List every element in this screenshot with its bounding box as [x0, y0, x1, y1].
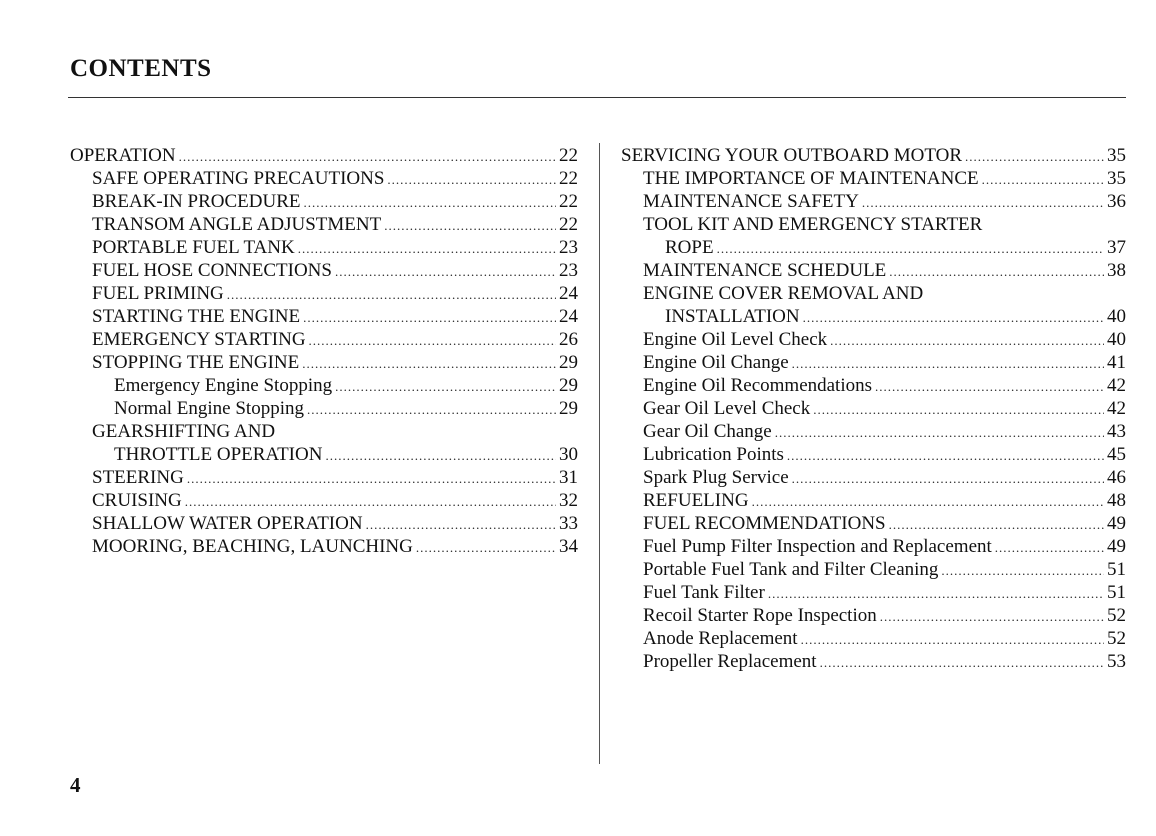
- toc-entry-label: THE IMPORTANCE OF MAINTENANCE: [643, 168, 979, 189]
- toc-entry-label: PORTABLE FUEL TANK: [92, 237, 295, 258]
- toc-entry-label: BREAK-IN PROCEDURE: [92, 191, 301, 212]
- toc-entry-page: 36: [1107, 191, 1126, 212]
- toc-entry-label: Engine Oil Level Check: [643, 329, 828, 350]
- toc-entry-page: 45: [1107, 444, 1126, 465]
- toc-entry-page: 51: [1107, 559, 1126, 580]
- toc-entry-page: 32: [559, 490, 578, 511]
- toc-entry-page: 49: [1107, 536, 1126, 557]
- toc-entry: [621, 650, 1126, 673]
- toc-entry: [621, 535, 1126, 558]
- toc-entry: [70, 213, 578, 236]
- toc-entry: [70, 282, 578, 305]
- toc-entry-page: 23: [559, 237, 578, 258]
- toc-entry-label: Normal Engine Stopping: [114, 398, 304, 419]
- toc-entry: [621, 489, 1126, 512]
- toc-entry: [70, 351, 578, 374]
- toc-entry-page: 52: [1107, 628, 1126, 649]
- column-divider: [599, 143, 600, 764]
- toc-entry: [621, 190, 1126, 213]
- toc-leader-dots: [875, 375, 1104, 397]
- toc-entry-label: GEARSHIFTING AND: [92, 421, 276, 442]
- toc-entry: [621, 512, 1126, 535]
- toc-entry-page: 24: [559, 306, 578, 327]
- toc-leader-dots: [820, 651, 1104, 673]
- toc-entry-label: INSTALLATION: [665, 306, 800, 327]
- toc-leader-dots: [298, 237, 556, 259]
- toc-entry-label: FUEL RECOMMENDATIONS: [643, 513, 886, 534]
- toc-leader-dots: [303, 191, 556, 213]
- toc-entry-page: 51: [1107, 582, 1126, 603]
- toc-leader-dots: [803, 306, 1104, 328]
- page-title: CONTENTS: [70, 55, 212, 82]
- toc-entry-label: SHALLOW WATER OPERATION: [92, 513, 363, 534]
- toc-entry: [621, 305, 1126, 328]
- toc-entry: [70, 236, 578, 259]
- toc-leader-dots: [889, 260, 1104, 282]
- toc-entry-label: MOORING, BEACHING, LAUNCHING: [92, 536, 413, 557]
- toc-entry-label: Engine Oil Change: [643, 352, 789, 373]
- toc-entry-page: 43: [1107, 421, 1126, 442]
- toc-entry: [70, 167, 578, 190]
- toc-entry-label: FUEL HOSE CONNECTIONS: [92, 260, 332, 281]
- toc-entry: [70, 420, 578, 443]
- toc-entry-label: THROTTLE OPERATION: [114, 444, 323, 465]
- toc-entry: [621, 558, 1126, 581]
- toc-leader-dots: [792, 352, 1104, 374]
- toc-leader-dots: [335, 260, 556, 282]
- toc-leader-dots: [335, 375, 556, 397]
- toc-entry-page: 22: [559, 145, 578, 166]
- toc-leader-dots: [862, 191, 1104, 213]
- toc-entry-label: Gear Oil Change: [643, 421, 772, 442]
- toc-entry-page: 40: [1107, 329, 1126, 350]
- toc-entry-label: STARTING THE ENGINE: [92, 306, 301, 327]
- toc-leader-dots: [366, 513, 556, 535]
- toc-entry-page: 33: [559, 513, 578, 534]
- toc-leader-dots: [387, 168, 556, 190]
- toc-entry: [621, 213, 1126, 236]
- toc-entry: [70, 489, 578, 512]
- toc-entry-page: 29: [559, 375, 578, 396]
- toc-right-column: [621, 144, 1126, 673]
- toc-entry: [621, 167, 1126, 190]
- toc-entry-label: OPERATION: [70, 145, 176, 166]
- toc-entry-label: Lubrication Points: [643, 444, 784, 465]
- toc-entry-label: Anode Replacement: [643, 628, 798, 649]
- toc-leader-dots: [965, 145, 1104, 167]
- toc-entry-page: 26: [559, 329, 578, 350]
- toc-entry-label: Propeller Replacement: [643, 651, 817, 672]
- toc-entry-page: 42: [1107, 398, 1126, 419]
- toc-leader-dots: [775, 421, 1104, 443]
- toc-entry-page: 37: [1107, 237, 1126, 258]
- toc-entry-label: CRUISING: [92, 490, 182, 511]
- toc-leader-dots: [880, 605, 1104, 627]
- toc-leader-dots: [187, 467, 556, 489]
- toc-entry: [621, 604, 1126, 627]
- toc-leader-dots: [185, 490, 556, 512]
- toc-entry-page: 41: [1107, 352, 1126, 373]
- toc-entry: [70, 397, 578, 420]
- toc-entry: [621, 627, 1126, 650]
- toc-leader-dots: [813, 398, 1104, 420]
- title-underline: [68, 97, 1126, 98]
- toc-entry: [70, 535, 578, 558]
- toc-leader-dots: [307, 398, 556, 420]
- toc-entry: [621, 259, 1126, 282]
- toc-entry-label: Emergency Engine Stopping: [114, 375, 333, 396]
- toc-entry-page: 22: [559, 214, 578, 235]
- toc-leader-dots: [179, 145, 556, 167]
- toc-entry-label: EMERGENCY STARTING: [92, 329, 306, 350]
- toc-entry-label: ROPE: [665, 237, 714, 258]
- toc-entry-page: 34: [559, 536, 578, 557]
- toc-entry-label: Engine Oil Recommendations: [643, 375, 873, 396]
- toc-entry-label: Spark Plug Service: [643, 467, 789, 488]
- toc-leader-dots: [768, 582, 1104, 604]
- toc-entry-page: 24: [559, 283, 578, 304]
- toc-entry-page: 52: [1107, 605, 1126, 626]
- toc-leader-dots: [302, 352, 556, 374]
- toc-leader-dots: [227, 283, 556, 305]
- toc-entry-page: 53: [1107, 651, 1126, 672]
- toc-leader-dots: [792, 467, 1104, 489]
- toc-leader-dots: [787, 444, 1104, 466]
- toc-leader-dots: [941, 559, 1104, 581]
- toc-leader-dots: [752, 490, 1104, 512]
- toc-entry-page: 42: [1107, 375, 1126, 396]
- toc-entry-label: TRANSOM ANGLE ADJUSTMENT: [92, 214, 382, 235]
- toc-entry-page: 48: [1107, 490, 1126, 511]
- toc-entry-label: Fuel Tank Filter: [643, 582, 765, 603]
- toc-entry: [70, 259, 578, 282]
- toc-entry: [70, 466, 578, 489]
- toc-entry-page: 30: [559, 444, 578, 465]
- toc-entry-label: MAINTENANCE SAFETY: [643, 191, 859, 212]
- toc-left-column: [70, 144, 578, 558]
- toc-entry-label: REFUELING: [643, 490, 749, 511]
- toc-entry: [621, 420, 1126, 443]
- toc-entry-label: Gear Oil Level Check: [643, 398, 811, 419]
- toc-leader-dots: [830, 329, 1104, 351]
- toc-entry: [621, 374, 1126, 397]
- toc-leader-dots: [801, 628, 1104, 650]
- toc-entry-page: 46: [1107, 467, 1126, 488]
- toc-entry: [70, 190, 578, 213]
- toc-entry: [621, 328, 1126, 351]
- toc-entry: [70, 512, 578, 535]
- toc-entry-page: 38: [1107, 260, 1126, 281]
- toc-entry: [70, 443, 578, 466]
- toc-entry: [621, 236, 1126, 259]
- toc-entry-label: TOOL KIT AND EMERGENCY STARTER: [643, 214, 983, 235]
- toc-entry-label: Fuel Pump Filter Inspection and Replacement: [643, 536, 992, 557]
- toc-entry-page: 35: [1107, 145, 1126, 166]
- toc-entry-page: 22: [559, 168, 578, 189]
- toc-entry-page: 22: [559, 191, 578, 212]
- toc-entry: [70, 144, 578, 167]
- toc-leader-dots: [982, 168, 1104, 190]
- toc-leader-dots: [384, 214, 556, 236]
- toc-entry: [621, 144, 1126, 167]
- toc-entry: [621, 282, 1126, 305]
- toc-entry-label: ENGINE COVER REMOVAL AND: [643, 283, 924, 304]
- toc-entry: [70, 328, 578, 351]
- toc-entry-label: Recoil Starter Rope Inspection: [643, 605, 877, 626]
- toc-entry-label: FUEL PRIMING: [92, 283, 224, 304]
- toc-entry: [621, 466, 1126, 489]
- toc-entry-page: 23: [559, 260, 578, 281]
- toc-entry: [621, 351, 1126, 374]
- toc-entry-page: 40: [1107, 306, 1126, 327]
- toc-entry-page: 35: [1107, 168, 1126, 189]
- toc-entry-label: Portable Fuel Tank and Filter Cleaning: [643, 559, 939, 580]
- toc-entry-page: 49: [1107, 513, 1126, 534]
- toc-leader-dots: [325, 444, 556, 466]
- toc-entry-page: 31: [559, 467, 578, 488]
- toc-entry-page: 29: [559, 352, 578, 373]
- toc-leader-dots: [889, 513, 1104, 535]
- page-number: 4: [70, 773, 81, 797]
- toc-entry-label: SAFE OPERATING PRECAUTIONS: [92, 168, 385, 189]
- toc-entry-label: MAINTENANCE SCHEDULE: [643, 260, 887, 281]
- toc-entry-page: 29: [559, 398, 578, 419]
- toc-entry: [621, 581, 1126, 604]
- toc-entry-label: STOPPING THE ENGINE: [92, 352, 300, 373]
- toc-leader-dots: [303, 306, 556, 328]
- toc-leader-dots: [416, 536, 556, 558]
- toc-leader-dots: [309, 329, 556, 351]
- toc-entry-label: SERVICING YOUR OUTBOARD MOTOR: [621, 145, 963, 166]
- toc-entry: [70, 374, 578, 397]
- toc-entry: [621, 443, 1126, 466]
- toc-entry-label: STEERING: [92, 467, 184, 488]
- toc-leader-dots: [995, 536, 1104, 558]
- toc-leader-dots: [717, 237, 1104, 259]
- toc-entry: [621, 397, 1126, 420]
- toc-entry: [70, 305, 578, 328]
